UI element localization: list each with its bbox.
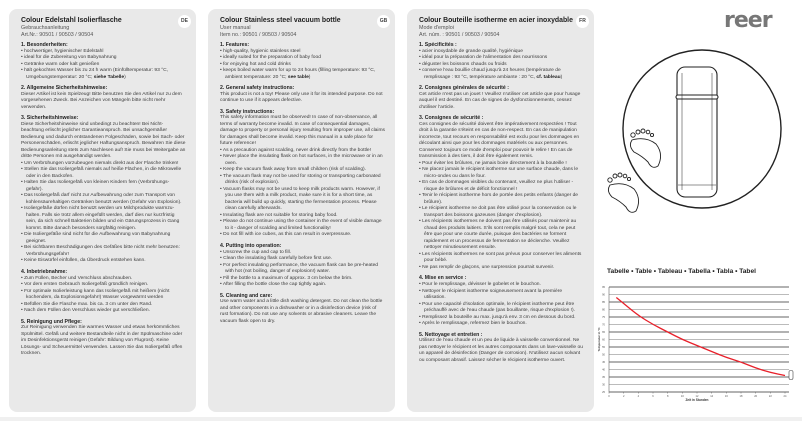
bullet-text: Remplissez la bouteille au max. jusqu'à env. 3 cm en dessous du bord.: [422, 314, 576, 320]
manual-subtitle: User manual: [220, 25, 251, 31]
bullet-text: Les récipients isothermes ne doivent pas être utilisés pour maintenir au chaud des produits laitiers. S'ils sont remplis malgré tout, cela ne peut être que pour une courte durée, puisque des bactéries se forment rapidement et un processus de fermentation se déclenche. Veuillez nettoyer minutieusement ensuite.: [422, 219, 577, 251]
bullet-text: Never place the insulating flask on hot surfaces, in the microwave or in an oven.: [223, 154, 383, 166]
section-paragraph: Cet article n'est pas un jouet ! Veuillez n'utiliser cet article que pour l'usage auquel il est destiné. En cas de signes de dysfonctionnements, cessez d'utiliser l'article.: [419, 91, 581, 110]
y-tick-label: 55: [602, 346, 605, 349]
x-tick-label: 10: [680, 395, 684, 398]
section-heading: 1. Spécificités :: [419, 42, 457, 49]
bullet-bold-reference: cf. tableau: [536, 74, 561, 80]
bullet-bold-reference: see table: [287, 74, 309, 80]
bullet-text: Keep the vacuum flask away from small children (risk of scalding).: [223, 167, 367, 173]
bullet-text: hochwertiger, hygienischer Edelstahl: [24, 48, 104, 54]
bullet-text: For perfect insulating performance, the vacuum flask can be pre-heated with hot (not boiling, danger of explosion!) water.: [223, 262, 379, 275]
bullet-text: Das Isoliergefäß darf nicht zur Aufbewahrung oder zum Transport von kohlensäurehaltigen Getränken benutzt werden (Gefahr von Explosion).: [24, 193, 182, 205]
bullet-text: Pour le remplissage, dévisser le gobelet et le bouchon.: [422, 282, 541, 288]
bullet-text: En cas de dommages visibles du contenant, veuillez ne plus l'utiliser - risque de brûlures et de déficit fonctionnel !: [422, 180, 574, 192]
bullet-text: After filling the bottle close the cap tightly again.: [222, 282, 327, 288]
bullet-text: Please do not continue using the container in the event of visible damage to it - danger of scalding and limited functionality!: [223, 219, 382, 231]
x-tick-label: 12: [695, 395, 699, 398]
product-title: Colour Bouteille isotherme en acier inoxydable: [419, 17, 573, 24]
manual-subtitle: Mode d'emploi: [419, 25, 454, 31]
x-tick-label: 24: [783, 395, 787, 398]
x-tick-label: 4: [637, 395, 640, 398]
bullet-text: Le récipient isotherme ne doit pas être utilisé pour la conservation ou le transport des boissons gazeuses (danger d'explosion).: [422, 206, 577, 218]
bullet-text: Do not fill with ice cubes, as this can result in overpressure.: [223, 232, 352, 238]
bullet-text: high-quality, hygienic stainless steel: [223, 48, 301, 54]
bullet-text: Vacuum flasks may not be used to keep milk products warm. However, if you use them with a milk product, make sure it is for a short time, as bacteria will build up quickly, starting the fermentation process. Please clean carefully afterwards.: [223, 186, 380, 212]
bullet-text-end: ): [560, 74, 563, 80]
section-paragraph: This safety information must be observed! In case of non-observance, all terms of warranty become invalid. In case of consequential damages, damage to property or personal injury resulting from improper use, all claims for damages shall become invalid. Keep this manual in a safe place for future reference!: [220, 115, 385, 147]
bullet-bold-reference: siehe Tabelle: [93, 74, 125, 80]
bullet-text: ideal für die Zubereitung von Babynahrung: [24, 55, 117, 61]
section-heading: 4. Mise en service :: [419, 275, 467, 282]
bullet-text: Insulating flask are not suitable for storing baby food.: [223, 212, 338, 218]
product-title: Colour Edelstahl Isolierflasche: [21, 17, 122, 24]
bullet-text: acier inoxydable de grande qualité, hygiénique: [422, 48, 523, 54]
bullet-text: Zum Füllen, Becher und Verschluss abschrauben.: [24, 275, 133, 281]
x-tick-label: 20: [754, 395, 758, 398]
y-tick-label: 90: [602, 293, 605, 297]
bullet-text: Tenir le récipient isotherme hors de portée des petits enfants (danger de brûlure).: [421, 193, 579, 205]
y-tick-label: 45: [602, 361, 605, 364]
y-tick-label: 85: [602, 301, 605, 304]
bullet-text-end: ): [124, 74, 126, 80]
section-heading: 2. Consignes générales de sécurité :: [419, 85, 509, 92]
bullet-text: As a precaution against scalding, never drink directly from the bottle!: [222, 147, 371, 153]
bullet-text: Les récipients isothermes ne sont pas prévus pour conserver les aliments pour bébé.: [422, 251, 582, 264]
bullet-text: Unscrew the cup and cap to fill.: [223, 249, 292, 255]
y-tick-label: 75: [602, 316, 605, 319]
article-number: Art.Nr.: 90501 / 90503 / 90504: [21, 31, 94, 38]
language-badge: FR: [576, 15, 589, 28]
x-tick-label: 0: [608, 395, 610, 398]
product-title: Colour Stainless steel vacuum bottle: [220, 17, 341, 24]
bullet-text: Ne pas remplir de glaçons, une surpression pourrait survenir.: [422, 264, 555, 270]
section-heading: 4. Putting into operation:: [220, 242, 282, 249]
bullet-text: Nettoyer le récipient isotherme soigneusement avant la première utilisation.: [422, 288, 563, 301]
section-heading: 5. Nettoyage et entretien :: [419, 331, 483, 338]
bullet-text-end: ): [308, 74, 311, 80]
x-tick-label: 22: [768, 395, 772, 398]
x-axis-title: Zeit in Stunden: [685, 398, 709, 402]
bullet-text: Après le remplissage, refermez bien le bouchon.: [421, 321, 527, 327]
chart-title: Tabelle • Table • Tableau • Tabella • Tabla • Tabel: [607, 268, 756, 275]
x-tick-label: 2: [622, 395, 625, 398]
section-heading: 2. Allgemeine Sicherheitshinweise:: [21, 85, 108, 92]
bullet-text: déguster les boissons chauds ou froids: [422, 61, 507, 67]
bullet-text: Getränke warm oder kalt genießen: [24, 61, 100, 67]
language-badge: DE: [178, 15, 191, 28]
section-heading: 2. General safety instructions:: [220, 85, 295, 92]
bullet-text: Vor dem ersten Gebrauch Isoliergefäß gründlich reinigen.: [24, 282, 149, 288]
section-paragraph: Dieser Artikel ist kein Spielzeug! Bitte benutzen Sie den Artikel nur zu dem vorgesehenen Zweck. Bei Anzeichen von Mängeln bitte nicht mehr verwenden.: [21, 91, 182, 110]
bullet-text: Um Verbrühungen vorzubeugen niemals direkt aus der Flasche trinken!: [24, 160, 179, 166]
x-tick-label: 16: [724, 395, 728, 398]
y-tick-label: 40: [602, 368, 605, 372]
section-heading: 1. Features:: [220, 42, 250, 49]
section-paragraph: Use warm water and a little dish washing detergent. Do not clean the bottle and other components in a dishwasher or in a disinfection device (risk of rust formation). Do not use any solvents or abrasive cleaners. Leave the vacuum flask open to dry.: [220, 299, 383, 324]
section-paragraph: Utilisez de l'eau chaude et un peu de liquide à vaisselle conventionnel. Ne pas nettoyer le récipient et les autres composants dans un lave-vaisselle ou un appareil de désinfection (Danger de corrosion). N'utilisez aucun solvant ou composant abrasif. Laissez sécher le récipient isotherme ouvert.: [419, 338, 583, 363]
section-paragraph: This product is not a toy! Please only use it for its intended purpose. Do not continue to use if it appears defective.: [220, 91, 383, 104]
section-heading: 3. Safety instructions:: [220, 108, 275, 115]
bullet-text: conserve l'eau bouillie chaud jusqu'à 24 heures (température de remplissage : 93 °C, température ambiante : 20 °C,: [422, 68, 561, 80]
bullet-text: idéal pour la préparation de l'alimentation des nourrissons: [422, 55, 548, 61]
language-badge: GB: [377, 15, 390, 28]
page-bottom-edge: [0, 417, 802, 421]
bottle-marker-icon: [789, 371, 793, 380]
section-heading: 1. Besonderheiten:: [21, 42, 68, 49]
y-tick-label: 50: [602, 353, 605, 357]
bullet-text: Pour éviter les brûlures, ne jamais boire directement à la bouteille !: [422, 160, 567, 166]
manual-subtitle: Gebrauchsanleitung: [21, 25, 70, 31]
bullet-text: The vacuum flask may not be used for storing or transporting carbonated drinks (risk of explosion).: [222, 173, 381, 186]
bullet-text: Bei sichtbaren Beschädigungen des Gefäßes bitte nicht mehr benutzen: Verbrühungsgefahr!: [24, 245, 180, 257]
bullet-text: Die Isoliergefäße sind nicht für die Aufbewahrung von Babynahrung geeignet.: [24, 232, 171, 244]
bullet-text: Clean the insulating flask carefully before first use.: [223, 256, 333, 262]
reer-logo: reer: [724, 8, 772, 33]
section-heading: 3. Sicherheitshinweise:: [21, 115, 79, 122]
bullet-text: ideally suited for the preparation of baby food: [223, 55, 321, 61]
section-heading: 4. Inbetriebnahme:: [21, 268, 68, 275]
bullet-text: Ne placez jamais le récipient isotherme sur une surface chaude, dans le micro-ondes ou dans le four.: [422, 167, 579, 179]
section-paragraph: Zur Reinigung verwenden Sie warmes Wasser und etwas herkömmliches Spülmittel. Gefäß und weitere Bestandteile nicht in der Spülmaschine oder im Desinfektionsgerät reinigen (Gefahr: Bildung von Flugrost). Keine Lösungs- und Scheuermittel verwenden. Lassen Sie das Isoliergefäß offen trocknen.: [21, 325, 183, 357]
y-tick-label: 65: [602, 331, 605, 334]
bullet-text: Nach dem Füllen den Verschluss wieder gut verschließen.: [24, 308, 150, 314]
y-tick-label: 25: [602, 391, 605, 394]
bullet-text: Isoliergefäße dürfen nicht benutzt werden um Milchprodukte warmzu-halten. Falls sie trotz allem eingefüllt werden, darf dies nur kurzfristig sein, da sich schnell Bakterien bilden und ein Gärungsprozess in Gang kommt. Bitte danach besonders sorgfältig reinigen.: [24, 206, 180, 231]
bullet-text: Fill the bottle to a maximum of approx. 3 cm below the brim.: [223, 275, 353, 281]
article-number: Item no.: 90501 / 90503 / 90504: [220, 31, 297, 38]
section-heading: 5. Cleaning and care:: [220, 292, 273, 299]
article-number: Art. núm. : 90501 / 90503 / 90504: [419, 31, 500, 38]
section-paragraph: Diese Sicherheitshinweise sind unbedingt zu beachten! Bei Nicht-beachtung erlischt jeglicher Garantieanspruch. Bei unsachgemäßer Bedienung und dadurch entstandenen Folgeschäden, sowie bei Sach- oder Personenschäden, erlischt jeglicher Haftungsanspruch. Bewahren Sie diese Bedienungsanleitung stets zum Nachlesen auf! Sie muss bei Weitergabe an dritte Personen mit ausgehändigt werden.: [21, 121, 186, 160]
bullet-text: for enjoying hot and cold drinks: [223, 61, 291, 67]
x-tick-label: 14: [710, 395, 714, 398]
y-tick-label: 95: [602, 286, 605, 289]
bullet-text: Pour une capacité d'isolation optimale, le récipient isotherme peut être préchauffé avec de l'eau chaude (pas bouillante, risque d'explosion !).: [422, 301, 576, 314]
bullet-text: Halten Sie das Isoliergefäß von kleinen Kindern fern (Verbrühungs-gefahr).: [24, 180, 170, 192]
bullet-text: Stellen Sie das Isoliergefäß niemals auf heiße Flächen, in die Mikrowelle oder in den Backofen.: [24, 167, 182, 179]
y-tick-label: 70: [602, 323, 605, 327]
y-tick-label: 60: [602, 338, 605, 342]
section-paragraph: Ces consignes de sécurité doivent être impérativement respectées ! Tout droit à la garantie s'éteint en cas de non-respect. En cas de manipulation incorrecte, tout recours en responsabilité est exclu pour les dommages en découlant ainsi que pour les dommages matériels ou aux personnes. Conservez toujours ce mode d'emploi pour pouvoir le relire ! En cas de transmission à des tiers, il doit être également remis.: [419, 121, 580, 160]
bullet-text: Befüllen Sie die Flasche max. bis ca. 3 cm unter den Rand.: [24, 301, 153, 307]
y-tick-label: 30: [602, 383, 605, 387]
bullet-text: hält gekochtes Wasser bis zu 24 h warm (Einfülltemperatur: 93 °C, Umgebungstemperatur: 20 °C;: [24, 68, 169, 80]
y-tick-label: 80: [602, 308, 605, 312]
y-axis-title: Temperatur in °C: [597, 327, 601, 352]
bullet-text: Keine Eiswürfel einfüllen, da Überdruck entstehen kann.: [24, 258, 146, 264]
y-tick-label: 35: [602, 376, 605, 379]
bullet-text: Für optimale Isolierleistung kann das Isoliergefäß mit heißem (nicht kochendem, da Explosionsgefahr!) Wasser vorgewärmt werden: [24, 288, 170, 301]
section-heading: 3. Consignes de sécurité :: [419, 115, 484, 122]
x-tick-label: 8: [666, 395, 669, 398]
section-heading: 5. Reinigung und Pflege:: [21, 318, 82, 325]
x-tick-label: 6: [652, 395, 654, 398]
bullet-text: keeps boiled water warm for up to 24 hours (filling temperature: 93 °C, ambient temperature: 20 °C;: [223, 68, 376, 80]
x-tick-label: 18: [739, 395, 743, 398]
